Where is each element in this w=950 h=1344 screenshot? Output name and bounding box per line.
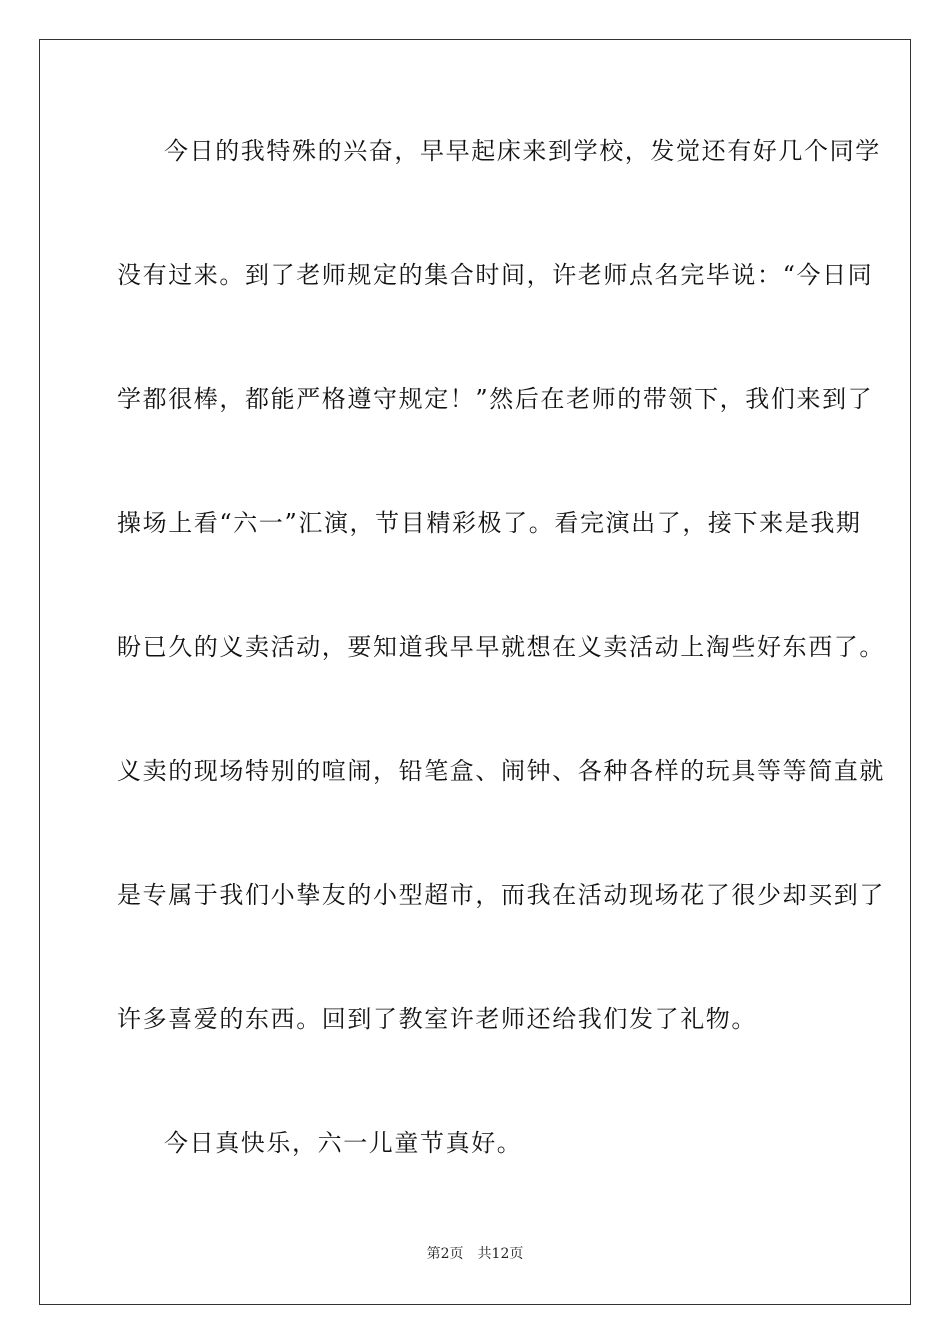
paragraph-line-3: 学都很棒，都能严格遵守规定！”然后在老师的带领下，我们来到了 xyxy=(117,385,874,413)
page-footer xyxy=(0,1245,950,1263)
page-border xyxy=(39,39,911,1305)
page-total: 共12页 xyxy=(477,1246,524,1262)
paragraph-line-4: 操场上看“六一”汇演，节目精彩极了。看完演出了，接下来是我期 xyxy=(117,509,862,537)
paragraph-line-5: 盼已久的义卖活动，要知道我早早就想在义卖活动上淘些好东西了。 xyxy=(117,633,885,661)
paragraph-line-1: 今日的我特殊的兴奋，早早起床来到学校，发觉还有好几个同学 xyxy=(164,137,881,165)
paragraph-line-7: 是专属于我们小挚友的小型超市，而我在活动现场花了很少却买到了 xyxy=(117,881,885,909)
paragraph-line-9: 今日真快乐，六一儿童节真好。 xyxy=(164,1129,523,1157)
page-number: 第2页 xyxy=(426,1246,464,1262)
paragraph-line-8: 许多喜爱的东西。回到了教室许老师还给我们发了礼物。 xyxy=(117,1005,757,1033)
paragraph-line-2: 没有过来。到了老师规定的集合时间，许老师点名完毕说：“今日同 xyxy=(117,261,874,289)
paragraph-line-6: 义卖的现场特别的喧闹，铅笔盒、闹钟、各种各样的玩具等等简直就 xyxy=(117,757,885,785)
